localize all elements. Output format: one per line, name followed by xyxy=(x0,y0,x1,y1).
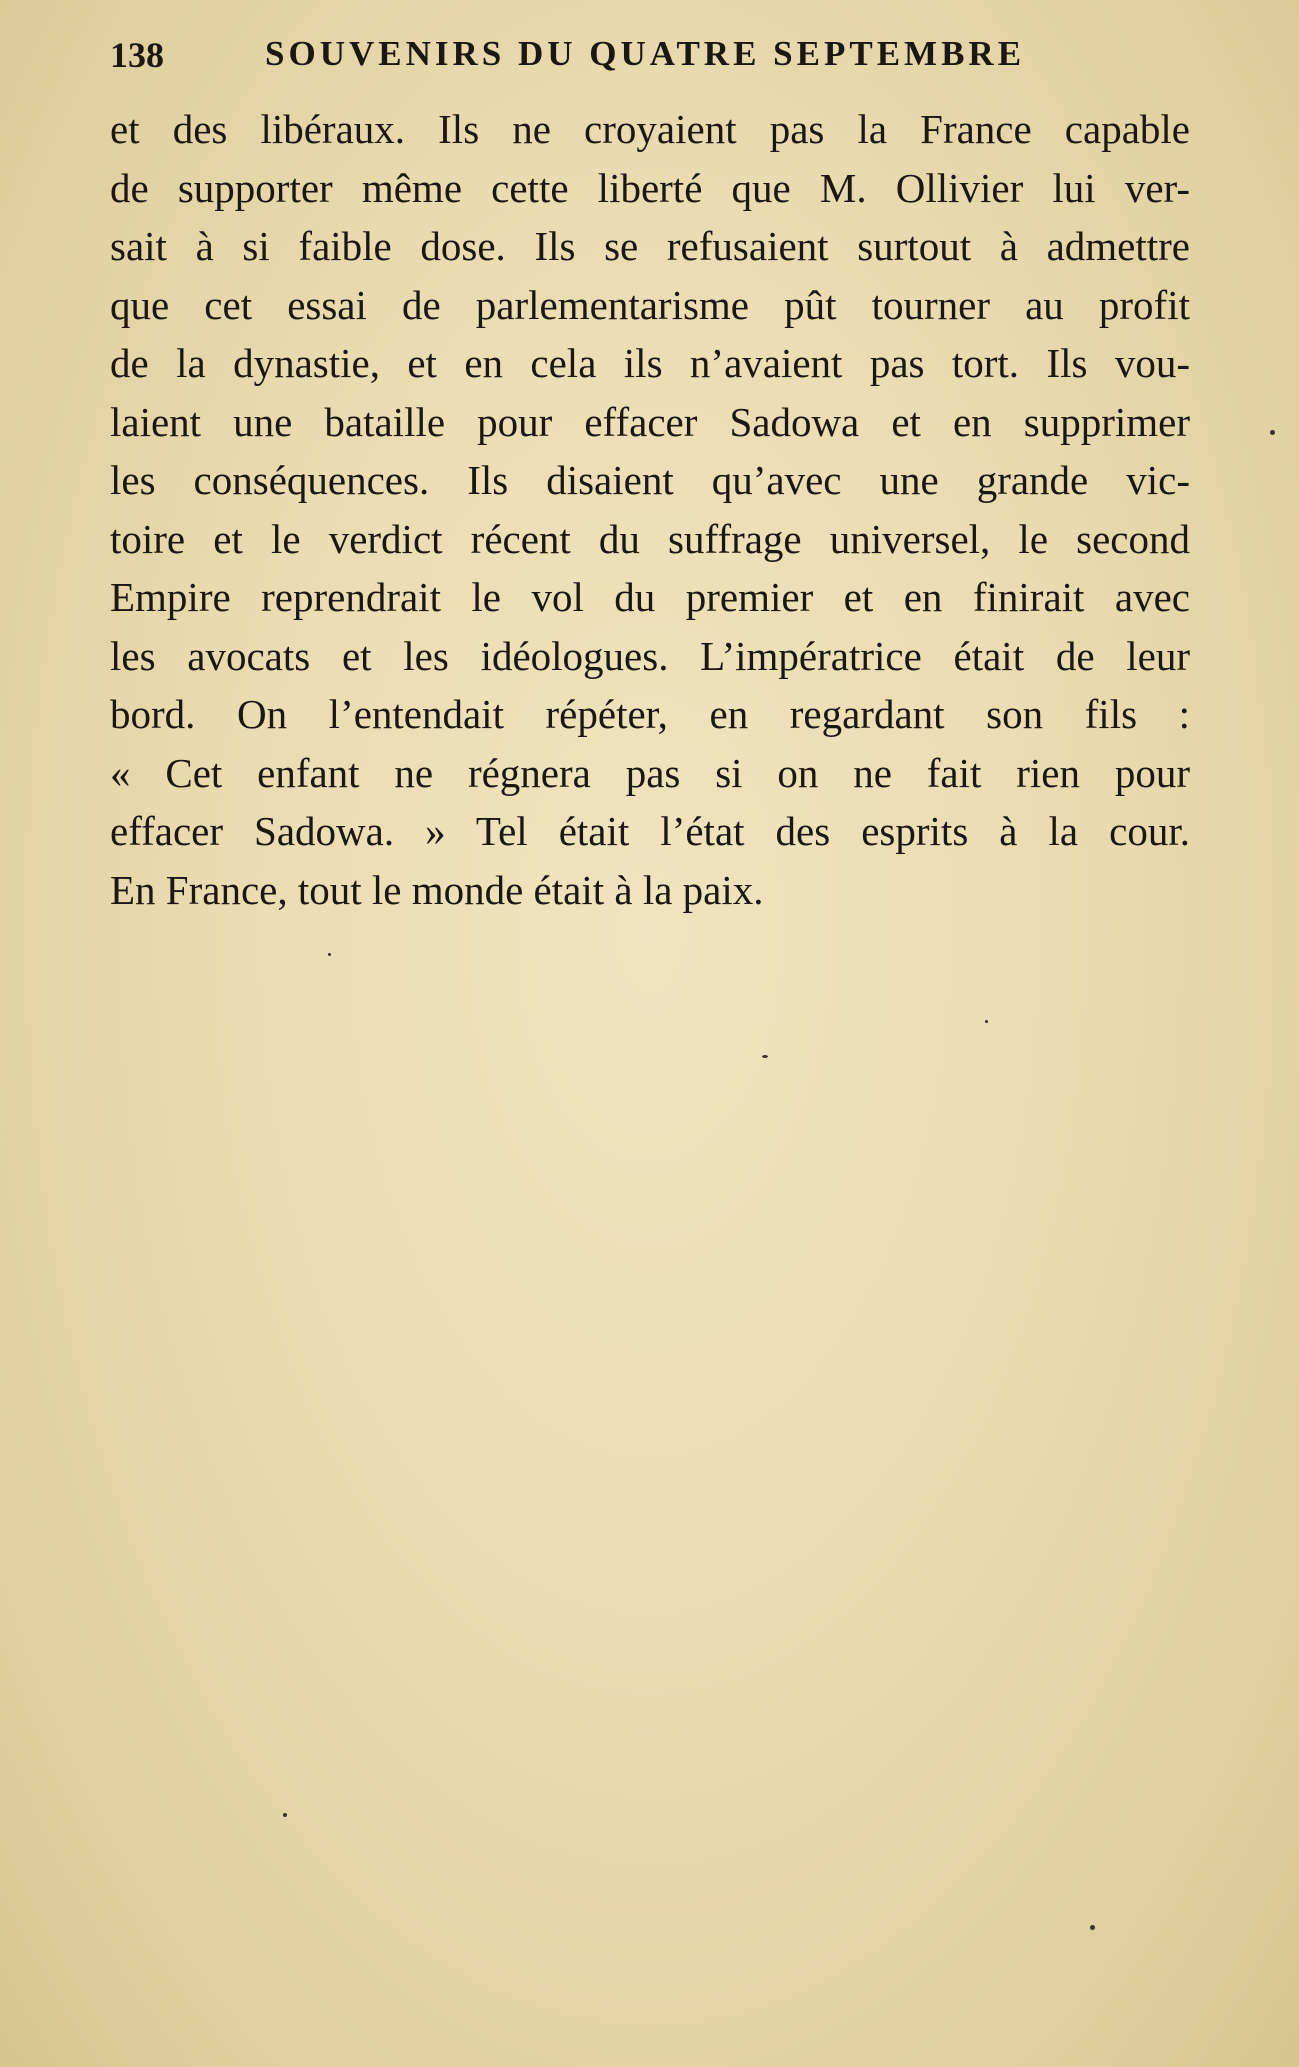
paper-speck xyxy=(762,1055,768,1058)
text-line: et des libéraux. Ils ne croyaient pas la France capable xyxy=(110,106,1190,152)
text-line: sait à si faible dose. Ils se refusaient surtout à admettre xyxy=(110,223,1190,269)
text-line: toire et le verdict récent du suffrage universel, le second xyxy=(110,515,1190,562)
text-line: de supporter même cette liberté que M. Ollivier lui ver- xyxy=(110,164,1190,211)
text-line: que cet essai de parlementarisme pût tourner au profit xyxy=(110,281,1190,328)
paper-speck xyxy=(1270,430,1275,435)
text-line: « Cet enfant ne régnera pas si on ne fait rien pour xyxy=(110,749,1190,796)
page-number: 138 xyxy=(110,35,164,75)
paper-speck xyxy=(283,1813,287,1817)
running-head: SOUVENIRS DU QUATRE SEPTEMBRE xyxy=(265,34,1026,73)
text-line: effacer Sadowa. » Tel était l’état des esprits à la cour. xyxy=(110,808,1190,854)
text-line: les avocats et les idéologues. L’impératrice était de leur xyxy=(110,632,1190,679)
text-line: En France, tout le monde était à la paix. xyxy=(110,866,764,913)
text-line: de la dynastie, et en cela ils n’avaient pas tort. Ils vou- xyxy=(110,340,1190,386)
page-header xyxy=(110,32,1040,82)
text-line: laient une bataille pour effacer Sadowa et en supprimer xyxy=(110,398,1190,445)
text-line: les conséquences. Ils disaient qu’avec une grande vic- xyxy=(110,457,1190,503)
text-line: Empire reprendrait le vol du premier et en finirait avec xyxy=(110,574,1190,620)
paper-speck xyxy=(328,953,331,956)
text-line: bord. On l’entendait répéter, en regardant son fils : xyxy=(110,691,1190,737)
paper-speck xyxy=(1090,1925,1095,1930)
paper-speck xyxy=(985,1020,988,1023)
body-text xyxy=(110,100,1190,919)
